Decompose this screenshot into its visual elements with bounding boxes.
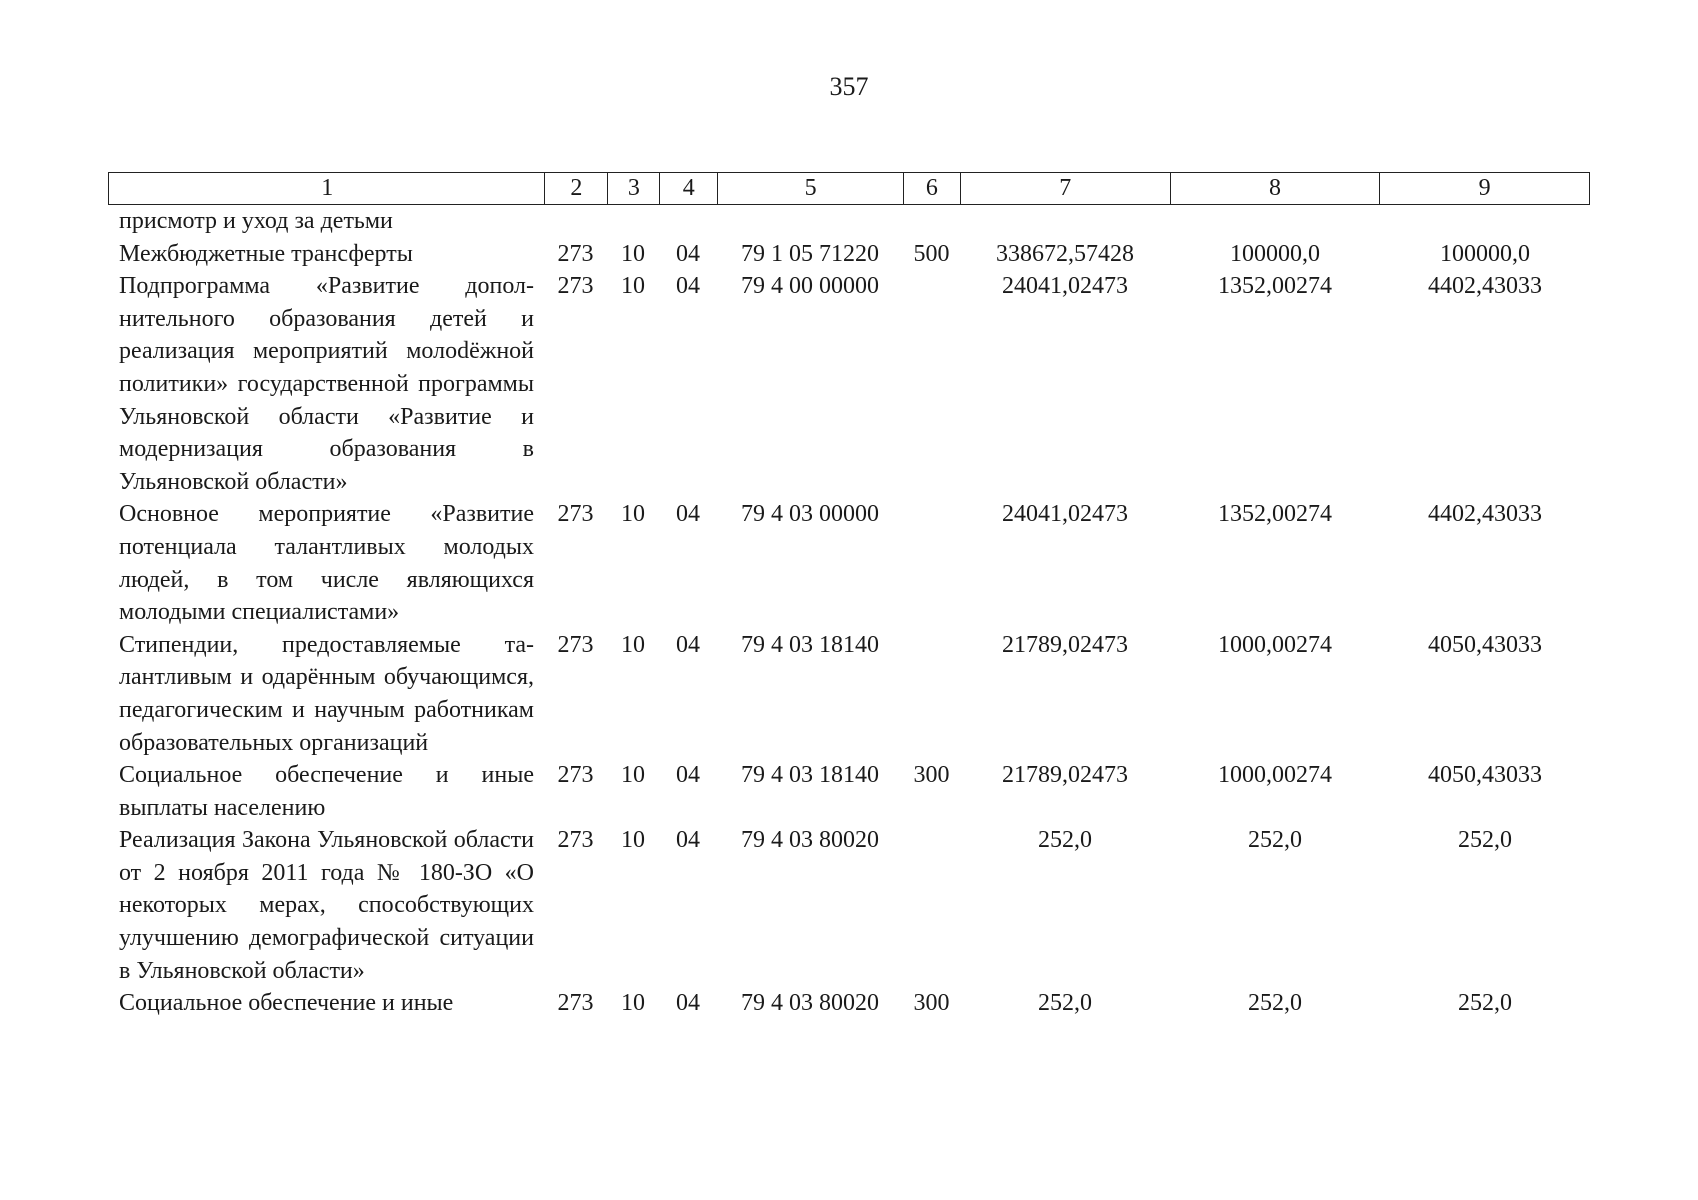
table-header-row — [108, 172, 1590, 205]
row-c3: 10 — [621, 273, 645, 300]
row-c5: 79 4 03 80020 — [741, 827, 879, 854]
row-c7: 338672,57428 — [996, 240, 1134, 267]
row-c8: 252,0 — [1248, 827, 1302, 854]
column-header-2: 2 — [544, 173, 607, 204]
row-c3: 10 — [621, 501, 645, 528]
column-header-7: 7 — [960, 173, 1170, 204]
table-row — [108, 270, 1590, 498]
row-c3: 10 — [621, 631, 645, 658]
row-c2: 273 — [557, 827, 594, 854]
row-name: Подпрограмма «Развитие дополнительного образования детей и реализация мероприятий молоdёжной политики» государственной программы Ульяновской области «Развитие и модернизация образования в Ульяновской области» — [119, 273, 534, 495]
row-name: Социальное обеспечение и иные — [119, 990, 454, 1017]
table-row — [108, 629, 1590, 759]
row-name: Основное мероприятие «Развитие потенциала талантливых молодых людей, в том числе являющихся молодыми специалистами» — [119, 501, 534, 626]
row-name: Социальное обеспечение и иные выплаты населению — [119, 762, 534, 821]
row-name: Реализация Закона Ульяновской области от 2 ноября 2011 года № 180-ЗО «О некоторых мерах, способствующих улучшению демографической ситуации в Ульяновской области» — [119, 827, 534, 984]
row-c9: 4050,43033 — [1428, 762, 1542, 789]
row-c6: 500 — [913, 240, 950, 267]
row-c8: 252,0 — [1248, 990, 1302, 1017]
row-c9: 4402,43033 — [1428, 273, 1542, 300]
column-header-3: 3 — [607, 173, 659, 204]
row-c7: 24041,02473 — [1002, 501, 1128, 528]
table-row — [108, 824, 1590, 987]
page-number: 357 — [829, 72, 869, 101]
row-c8: 1352,00274 — [1218, 501, 1332, 528]
column-header-6: 6 — [903, 173, 960, 204]
row-c8: 1000,00274 — [1218, 762, 1332, 789]
row-c4: 04 — [676, 631, 700, 658]
row-c7: 21789,02473 — [1002, 762, 1128, 789]
row-c7: 24041,02473 — [1002, 273, 1128, 300]
row-c4: 04 — [676, 827, 700, 854]
row-c6: 300 — [913, 990, 950, 1017]
table-row — [108, 498, 1590, 628]
column-header-5: 5 — [717, 173, 903, 204]
row-c3: 10 — [621, 240, 645, 267]
row-c2: 273 — [557, 990, 594, 1017]
row-c6: 300 — [913, 762, 950, 789]
row-c4: 04 — [676, 990, 700, 1017]
row-c5: 79 4 03 18140 — [741, 631, 879, 658]
row-c2: 273 — [557, 762, 594, 789]
row-c2: 273 — [557, 240, 594, 267]
row-c4: 04 — [676, 501, 700, 528]
row-c9: 100000,0 — [1440, 240, 1530, 267]
column-header-4: 4 — [659, 173, 717, 204]
table-row — [108, 987, 1590, 1020]
budget-table — [108, 172, 1590, 1020]
row-c7: 252,0 — [1038, 990, 1092, 1017]
row-c7: 252,0 — [1038, 827, 1092, 854]
row-name: присмотр и уход за детьми — [119, 208, 393, 234]
row-c5: 79 4 03 80020 — [741, 990, 879, 1017]
row-c3: 10 — [621, 990, 645, 1017]
column-header-9: 9 — [1379, 173, 1589, 204]
row-c8: 1352,00274 — [1218, 273, 1332, 300]
row-c2: 273 — [557, 501, 594, 528]
row-c2: 273 — [557, 273, 594, 300]
row-c3: 10 — [621, 827, 645, 854]
row-c7: 21789,02473 — [1002, 631, 1128, 658]
table-row — [108, 759, 1590, 824]
row-c9: 252,0 — [1458, 827, 1512, 854]
row-c5: 79 4 03 18140 — [741, 762, 879, 789]
row-c8: 100000,0 — [1230, 240, 1320, 267]
row-c5: 79 1 05 71220 — [741, 240, 879, 267]
column-header-8: 8 — [1170, 173, 1380, 204]
row-c5: 79 4 03 00000 — [741, 501, 879, 528]
row-c4: 04 — [676, 240, 700, 267]
table-body — [108, 205, 1590, 1020]
row-c9: 4402,43033 — [1428, 501, 1542, 528]
row-c4: 04 — [676, 762, 700, 789]
row-c8: 1000,00274 — [1218, 631, 1332, 658]
table-row — [108, 238, 1590, 271]
column-header-1: 1 — [321, 175, 334, 201]
row-c9: 4050,43033 — [1428, 631, 1542, 658]
row-name: Межбюджетные трансферты — [119, 240, 413, 267]
row-c5: 79 4 00 00000 — [741, 273, 879, 300]
row-c9: 252,0 — [1458, 990, 1512, 1017]
row-c2: 273 — [557, 631, 594, 658]
row-name: Стипендии, предоставляемые талантливым и одарённым обучающимся, педагогическим и научным работникам образовательных организаций — [119, 631, 534, 756]
table-row — [108, 205, 1590, 238]
row-c3: 10 — [621, 762, 645, 789]
row-c4: 04 — [676, 273, 700, 300]
